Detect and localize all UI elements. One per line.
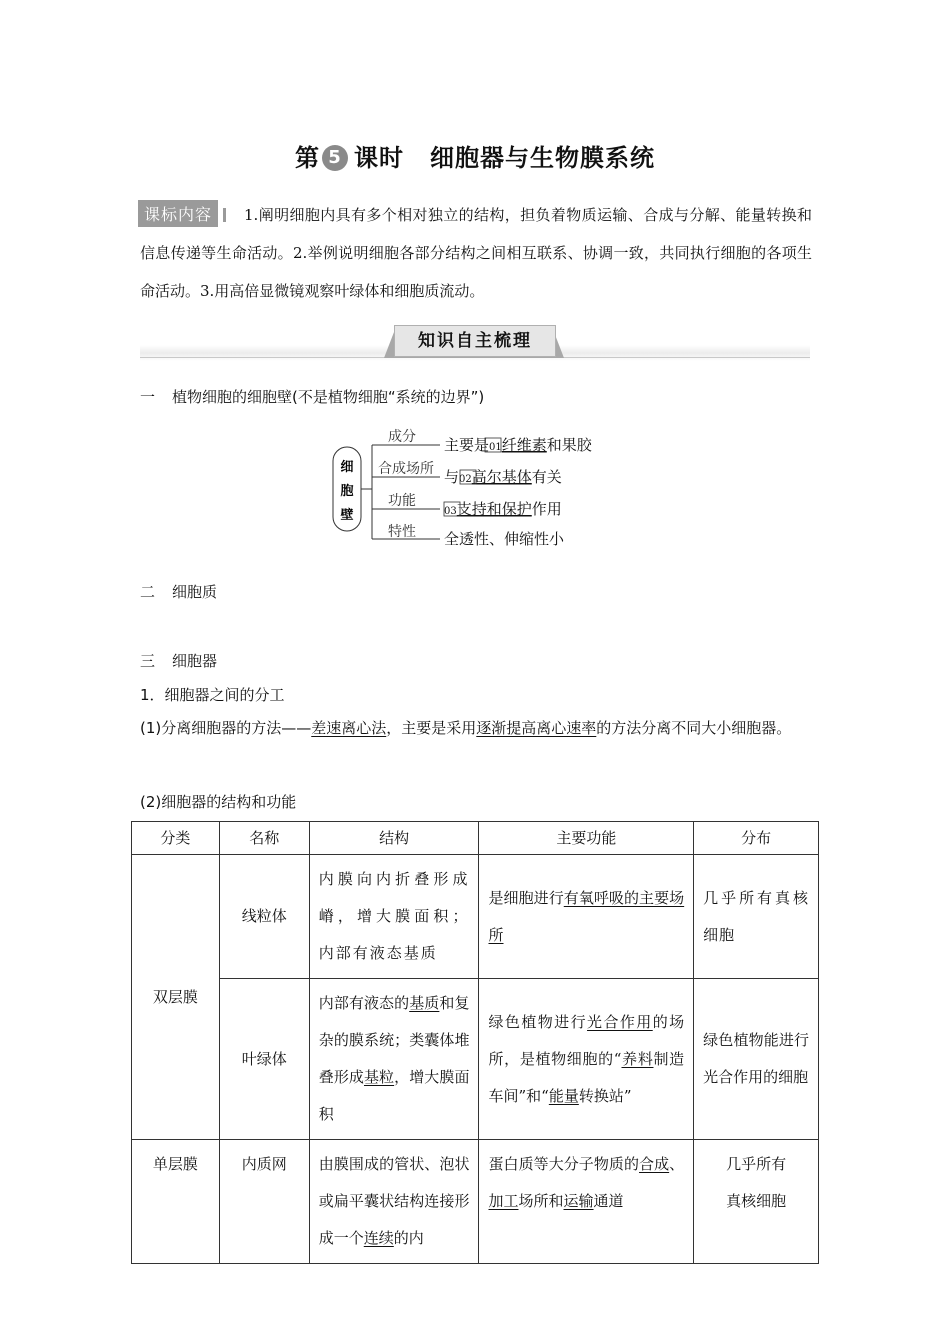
branch-value: 全透性、伸缩性小 [444, 530, 565, 548]
name-cell: 叶绿体 [219, 979, 309, 1140]
table-row [132, 855, 819, 979]
branch-value: 03支持和保护作用 [444, 500, 562, 518]
structure-cell: 由膜围成的管状、泡状或扁平囊状结构连接形成一个连续的内 [309, 1140, 479, 1264]
diagram-root-char: 壁 [340, 508, 354, 523]
diagram-root-char: 胞 [340, 484, 354, 499]
branch-label: 功能 [388, 493, 416, 509]
curriculum-label: 课标内容 [138, 200, 218, 227]
distribution-cell: 几乎所有 真核细胞 [694, 1140, 819, 1264]
table-header: 结构 [309, 822, 479, 855]
table-row [132, 1140, 819, 1264]
lesson-number-badge: 5 [322, 145, 348, 171]
function-cell: 绿色植物进行光合作用的场所，是植物细胞的“养料制造车间”和“能量转换站” [479, 979, 694, 1140]
subheading-organelle-division: 1．细胞器之间的分工 [140, 686, 285, 704]
diagram-root-char: 细 [340, 460, 354, 475]
section-heading-3: 三 细胞器 [140, 652, 218, 670]
structure-cell: 内部有液态的基质和复杂的膜系统；类囊体堆叠形成基粒，增大膜面积 [309, 979, 479, 1140]
section-heading-1: 一 植物细胞的细胞壁(不是植物细胞“系统的边界”) [140, 388, 485, 406]
table-header: 主要功能 [479, 822, 694, 855]
function-cell: 蛋白质等大分子物质的合成、加工场所和运输通道 [479, 1140, 694, 1264]
section-banner: 知识自主梳理 [394, 325, 556, 357]
cell-wall-diagram [330, 425, 630, 550]
branch-value: 与02高尔基体有关 [444, 468, 562, 486]
section-heading-2: 二 细胞质 [140, 583, 218, 601]
branch-label: 合成场所 [378, 461, 434, 477]
table-header: 分类 [132, 822, 220, 855]
table-row [132, 979, 819, 1140]
category-cell: 单层膜 [132, 1140, 220, 1264]
subheading-structure-function: (2)细胞器的结构和功能 [140, 793, 297, 811]
table-header: 分布 [694, 822, 819, 855]
structure-cell: 内膜向内折叠形成嵴，增大膜面积；内部有液态基质 [309, 855, 479, 979]
curriculum-text: 1.阐明细胞内具有多个相对独立的结构，担负着物质运输、合成与分解、能量转换和信息传递等生命活动。2.举例说明细胞各部分结构之间相互联系、协调一致，共同执行细胞的各项生命活动。3.用高倍显微镜观察叶绿体和细胞质流动。 [140, 206, 812, 300]
name-cell: 内质网 [219, 1140, 309, 1264]
branch-value: 主要是01纤维素和果胶 [444, 436, 592, 454]
branch-label: 特性 [388, 524, 416, 540]
table-header-row [132, 822, 819, 855]
distribution-cell: 几乎所有真核细胞 [694, 855, 819, 979]
branch-label: 成分 [388, 429, 416, 445]
name-cell: 线粒体 [219, 855, 309, 979]
distribution-cell: 绿色植物能进行光合作用的细胞 [694, 979, 819, 1140]
category-cell: 双层膜 [132, 855, 220, 1140]
table-header: 名称 [219, 822, 309, 855]
organelle-table [131, 821, 819, 1264]
page-title: 第 5 课时 细胞器与生物膜系统 [295, 144, 655, 172]
separation-method-paragraph: (1)分离细胞器的方法——差速离心法，主要是采用逐渐提高离心速率的方法分离不同大小细胞器。 [140, 719, 792, 737]
function-cell: 是细胞进行有氧呼吸的主要场所 [479, 855, 694, 979]
